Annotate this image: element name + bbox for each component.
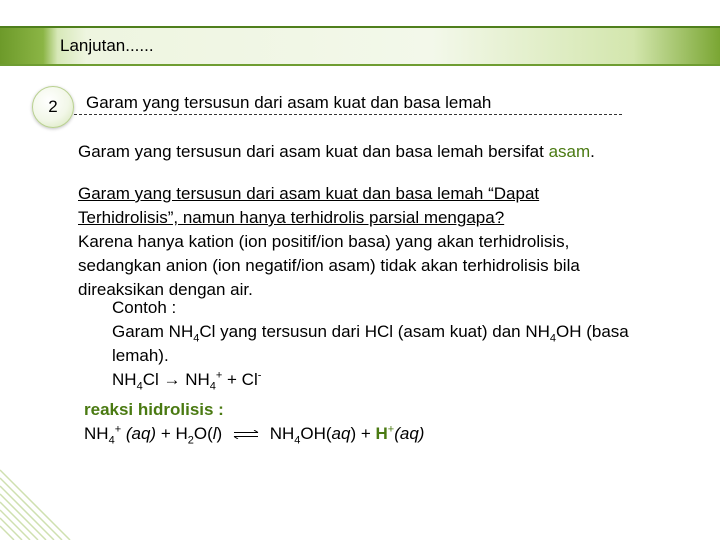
reaction-block <box>84 398 424 446</box>
p2-line-1: Garam yang tersusun dari asam kuat dan basa lemah “Dapat <box>78 184 540 203</box>
section-number-badge: 2 <box>32 86 74 128</box>
p2-line-5: direaksikan dengan air. <box>78 280 253 299</box>
highlight-asam: asam <box>548 142 591 161</box>
paragraph-2 <box>78 182 580 302</box>
p2-line-3: Karena hanya kation (ion positif/ion basa) yang akan terhidrolisis, <box>78 232 570 251</box>
example-line-2: lemah). <box>112 346 169 365</box>
example-block <box>112 296 629 392</box>
reaction-equation: $NH_4^+$ $(aq) + H_2O(l) NH_4OH(aq) + H^+(aq)$ <box>84 423 425 447</box>
example-label: Contoh : <box>112 298 177 317</box>
p2-line-2: Terhidrolisis”, namun hanya terhidrolis parsial mengapa? <box>78 208 505 227</box>
section-heading: Garam yang tersusun dari asam kuat dan basa lemah <box>86 93 492 112</box>
p2-line-4: sedangkan anion (ion negatif/ion asam) tidak akan terhidrolisis bila <box>78 256 580 275</box>
example-equation: $NH_4Cl \to NH_4^+ + Cl^-$ <box>112 369 262 393</box>
paragraph-1: Garam yang tersusun dari asam kuat dan basa lemah bersifat asam. <box>78 142 595 161</box>
reaction-label: reaksi hidrolisis : <box>84 400 224 419</box>
example-line-1: Garam $NH_4Cl$ yang tersusun dari HCl (asam kuat) dan $NH_4OH$ (basa <box>112 322 629 345</box>
header-title: Lanjutan...... <box>60 36 154 55</box>
equilibrium-arrow-icon <box>233 430 259 439</box>
dashed-divider <box>74 114 622 115</box>
corner-stripes-decoration <box>0 466 110 540</box>
